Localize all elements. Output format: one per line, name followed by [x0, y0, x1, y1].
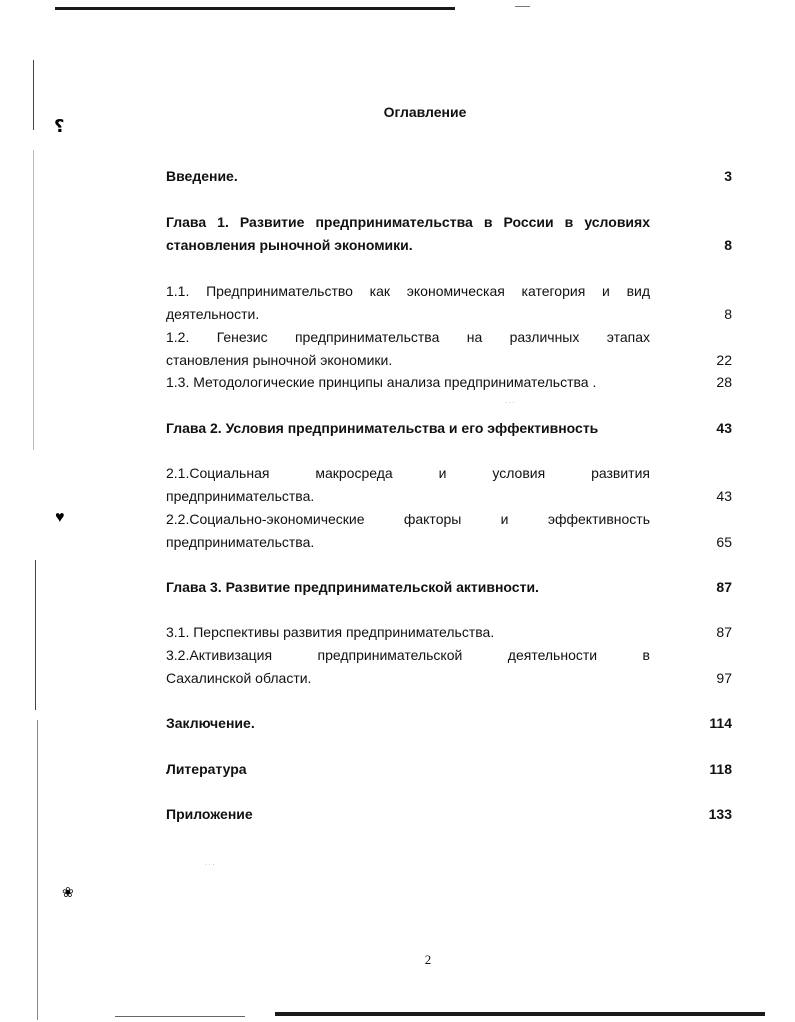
toc-entry-text-line1: Глава 1. Развитие предпринимательства в России в условиях	[166, 214, 650, 230]
scan-specks: · · ·	[205, 862, 215, 868]
toc-entry-page: 43	[716, 487, 732, 504]
toc-entry-text-line1: 3.2.Активизация предпринимательской деятельности в	[166, 647, 650, 663]
toc-entry	[166, 576, 732, 599]
toc-entry	[166, 712, 732, 735]
toc-entry	[166, 803, 732, 826]
scan-edge-top-fragment	[515, 6, 530, 7]
toc-entry	[166, 371, 732, 394]
scan-edge-top	[55, 7, 455, 10]
toc-entry-page: 133	[708, 806, 732, 822]
toc-entry-page: 65	[716, 533, 732, 550]
toc-entry	[166, 758, 732, 781]
toc-entry-text-line2: деятельности.	[166, 305, 260, 322]
toc-entry-text-line2: Сахалинской области.	[166, 669, 312, 686]
toc-entry-text: Заключение.	[166, 715, 255, 731]
ink-blot-mark: ⸮	[54, 116, 65, 136]
toc-entry-text-line1: 2.2.Социально-экономические факторы и эффективность	[166, 511, 650, 527]
toc-entry-text: Литература	[166, 761, 247, 777]
scan-edge-bottom-fragment	[115, 1016, 245, 1017]
scan-specks: · · ·	[505, 400, 515, 406]
toc-entry-text-line2: становления рыночной экономики.	[166, 236, 413, 253]
scan-edge-bottom	[275, 1012, 765, 1016]
toc-entry	[166, 462, 732, 507]
toc-entry-text: Глава 3. Развитие предпринимательской активности.	[166, 579, 539, 595]
toc-entry-page: 87	[716, 579, 732, 595]
toc-entry	[166, 165, 732, 188]
toc-entry-page: 8	[724, 236, 732, 253]
page-number: 2	[424, 952, 432, 967]
toc-entry-text: Введение.	[166, 168, 238, 184]
toc-entry-text-line1: 2.1.Социальная макросреда и условия развития	[166, 465, 650, 481]
toc-entry-text: 1.3. Методологические принципы анализа предпринимательства .	[166, 374, 597, 390]
toc-entry-text-line1: 1.1. Предпринимательство как экономическая категория и вид	[166, 283, 650, 299]
toc-entry	[166, 508, 732, 553]
toc-entry-text-line2: становления рыночной экономики.	[166, 351, 393, 368]
toc-entry	[166, 644, 732, 689]
toc-entry-text-line2: предпринимательства.	[166, 533, 315, 550]
toc-entry	[166, 326, 732, 371]
toc-entry-text-line2: предпринимательства.	[166, 487, 315, 504]
toc-entry-page: 118	[709, 761, 732, 777]
toc-entry-page: 114	[709, 715, 732, 731]
scan-edge-left	[33, 150, 34, 450]
scan-edge-left	[37, 720, 38, 1020]
toc-entry	[166, 211, 732, 256]
toc-entry-page: 43	[716, 420, 732, 436]
toc-entry-page: 3	[724, 168, 732, 184]
toc-entry	[166, 417, 732, 440]
toc-entry-page: 97	[716, 669, 732, 686]
scan-edge-left	[35, 560, 36, 710]
ink-blot-mark: ❀	[62, 884, 74, 900]
toc-entry-text: 3.1. Перспективы развития предпринимательства.	[166, 624, 495, 640]
toc-entry-text-line1: 1.2. Генезис предпринимательства на различных этапах	[166, 329, 650, 345]
toc-entry-text: Приложение	[166, 806, 253, 822]
toc-entry	[166, 621, 732, 644]
page-title: Оглавление	[383, 104, 467, 120]
toc-entry	[166, 280, 732, 325]
toc-entry-page: 28	[716, 374, 732, 390]
toc-entry-page: 22	[716, 351, 732, 368]
toc-entry-page: 87	[716, 624, 732, 640]
toc-entry-text: Глава 2. Условия предпринимательства и его эффективность	[166, 420, 599, 436]
toc-entry-page: 8	[724, 305, 732, 322]
ink-blot-mark: ♥	[55, 509, 65, 526]
